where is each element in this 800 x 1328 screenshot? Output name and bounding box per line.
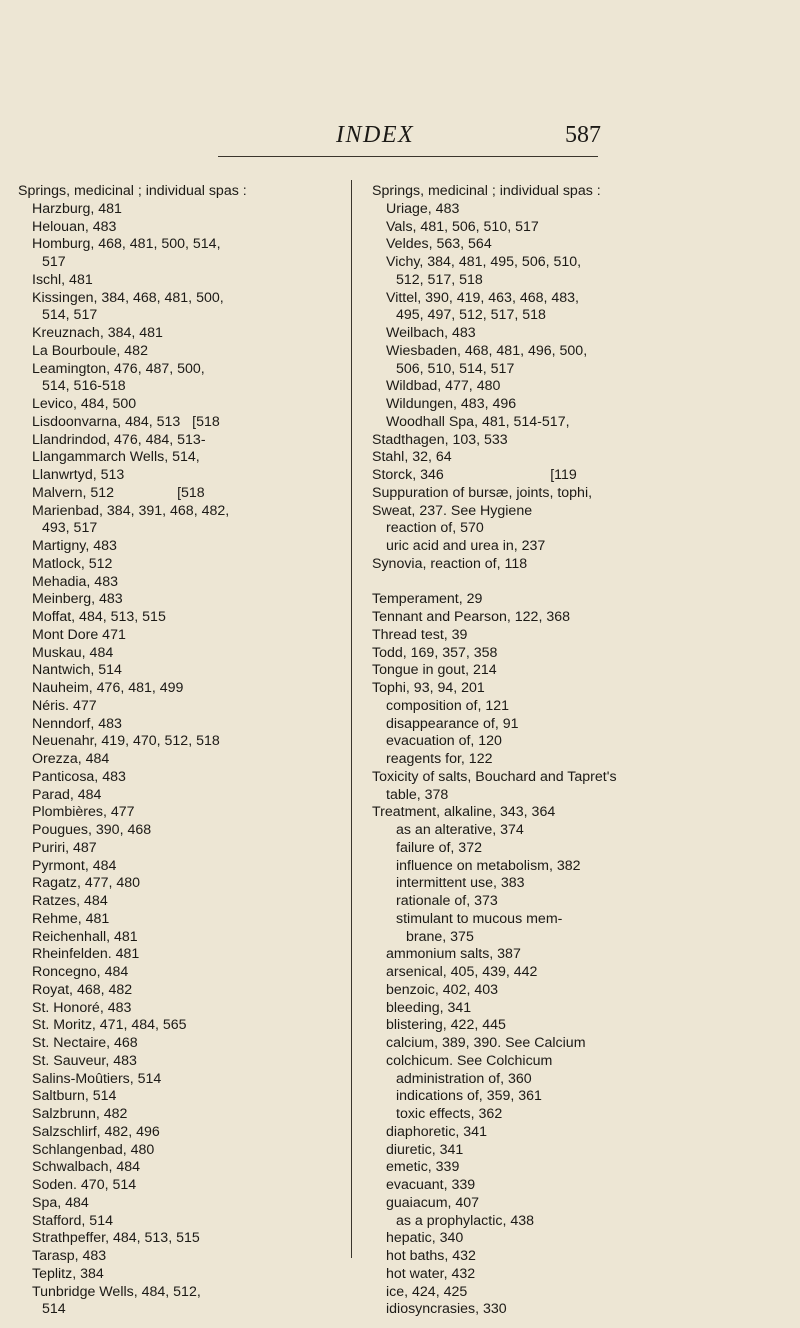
index-subentry: emetic, 339 bbox=[386, 1159, 460, 1176]
index-subentry: Salzbrunn, 482 bbox=[32, 1106, 128, 1122]
index-subentry: indications of, 359, 361 bbox=[396, 1088, 542, 1105]
index-subentry: La Bourboule, 482 bbox=[32, 342, 148, 359]
index-subentry: Reichenhall, 481 bbox=[32, 928, 138, 945]
index-subentry: Vals, 481, 506, 510, 517 bbox=[386, 218, 539, 235]
index-subentry: St. Nectaire, 468 bbox=[32, 1035, 138, 1051]
index-subentry: Vichy, 384, 481, 495, 506, 510, bbox=[386, 254, 582, 270]
index-subentry: as a prophylactic, 438 bbox=[396, 1212, 535, 1229]
index-subentry: St. Sauveur, 483 bbox=[32, 1052, 137, 1069]
index-subentry: Parad, 484 bbox=[32, 786, 102, 803]
index-entry: Treatment, alkaline, 343, 364 bbox=[372, 804, 556, 821]
page-header bbox=[0, 120, 800, 160]
index-subentry: St. Moritz, 471, 484, 565 bbox=[32, 1017, 187, 1034]
index-subentry: Matlock, 512 bbox=[32, 555, 113, 572]
header-rule bbox=[218, 156, 598, 157]
index-entry: Todd, 169, 357, 358 bbox=[372, 644, 498, 661]
index-subentry: Leamington, 476, 487, 500, bbox=[32, 360, 205, 377]
index-subentry: Veldes, 563, 564 bbox=[386, 236, 492, 253]
index-subentry: arsenical, 405, 439, 442 bbox=[386, 964, 538, 980]
index-subentry: Nantwich, 514 bbox=[32, 662, 122, 679]
index-subentry: Pyrmont, 484 bbox=[32, 857, 117, 874]
index-subentry: Ragatz, 477, 480 bbox=[32, 875, 141, 892]
index-subentry: Strathpeffer, 484, 513, 515 bbox=[32, 1230, 200, 1247]
index-subentry: toxic effects, 362 bbox=[396, 1106, 503, 1122]
index-subentry: as an alterative, 374 bbox=[396, 822, 524, 838]
index-subentry: Pougues, 390, 468 bbox=[32, 822, 152, 838]
index-entry: Springs, medicinal ; individual spas : bbox=[18, 183, 247, 199]
index-entry: Sweat, 237. See Hygiene bbox=[372, 502, 533, 519]
index-subentry: reagents for, 122 bbox=[386, 751, 493, 767]
index-subentry: Royat, 468, 482 bbox=[32, 981, 133, 998]
index-subentry: hot water, 432 bbox=[386, 1265, 476, 1282]
index-subentry: 517 bbox=[42, 254, 66, 270]
running-head-title: INDEX bbox=[336, 122, 415, 148]
index-subentry: Lisdoonvarna, 484, 513 [518 bbox=[32, 413, 220, 430]
index-subentry: Rheinfelden. 481 bbox=[32, 946, 140, 963]
index-entry: Tophi, 93, 94, 201 bbox=[372, 680, 485, 696]
index-subentry: hepatic, 340 bbox=[386, 1230, 464, 1247]
index-subentry: Llandrindod, 476, 484, 513- bbox=[32, 431, 206, 448]
index-subentry: diuretic, 341 bbox=[386, 1141, 464, 1158]
index-subentry: Néris. 477 bbox=[32, 697, 97, 714]
index-subentry: failure of, 372 bbox=[396, 839, 482, 856]
index-subentry: colchicum. See Colchicum bbox=[386, 1052, 553, 1069]
index-subentry: Plombières, 477 bbox=[32, 804, 135, 821]
index-subentry: reaction of, 570 bbox=[386, 520, 484, 537]
index-subentry: uric acid and urea in, 237 bbox=[386, 538, 546, 554]
index-subentry: benzoic, 402, 403 bbox=[386, 981, 499, 998]
index-subentry: bleeding, 341 bbox=[386, 999, 472, 1016]
index-subentry: Neuenahr, 419, 470, 512, 518 bbox=[32, 733, 220, 750]
index-entry: Storck, 346 [119 bbox=[372, 467, 577, 483]
index-subentry: Mehadia, 483 bbox=[32, 573, 118, 590]
index-subentry: Tunbridge Wells, 484, 512, bbox=[32, 1283, 201, 1300]
index-subentry: Spa, 484 bbox=[32, 1194, 89, 1211]
index-subentry: guaiacum, 407 bbox=[386, 1194, 480, 1211]
index-subentry: Wildungen, 483, 496 bbox=[386, 396, 517, 412]
index-subentry: Salins-Moûtiers, 514 bbox=[32, 1070, 162, 1087]
index-subentry: brane, 375 bbox=[406, 928, 474, 945]
index-entry: Synovia, reaction of, 118 bbox=[372, 555, 528, 572]
index-subentry: 495, 497, 512, 517, 518 bbox=[396, 307, 546, 324]
index-subentry: hot baths, 432 bbox=[386, 1248, 476, 1264]
index-subentry: Nenndorf, 483 bbox=[32, 715, 122, 732]
index-subentry: Panticosa, 483 bbox=[32, 768, 126, 785]
index-subentry: 493, 517 bbox=[42, 520, 98, 537]
index-subentry: Nauheim, 476, 481, 499 bbox=[32, 680, 184, 696]
index-subentry: Muskau, 484 bbox=[32, 644, 114, 661]
index-subentry: Mont Dore 471 bbox=[32, 626, 126, 643]
index-subentry: Schwalbach, 484 bbox=[32, 1159, 141, 1176]
index-subentry: Stafford, 514 bbox=[32, 1212, 113, 1229]
index-subentry: Rehme, 481 bbox=[32, 910, 110, 927]
index-subentry: Malvern, 512 [518 bbox=[32, 484, 205, 501]
index-subentry: Uriage, 483 bbox=[386, 200, 460, 217]
index-subentry: Kreuznach, 384, 481 bbox=[32, 325, 163, 341]
index-subentry: evacuant, 339 bbox=[386, 1177, 476, 1193]
index-subentry: 506, 510, 514, 517 bbox=[396, 360, 515, 377]
index-subentry: Helouan, 483 bbox=[32, 218, 117, 235]
index-subentry: Tarasp, 483 bbox=[32, 1248, 107, 1264]
index-subentry: Meinberg, 483 bbox=[32, 591, 123, 608]
index-subentry: Kissingen, 384, 468, 481, 500, bbox=[32, 289, 224, 306]
page-number: 587 bbox=[565, 122, 601, 148]
index-subentry: Wildbad, 477, 480 bbox=[386, 378, 501, 395]
index-subentry: Schlangenbad, 480 bbox=[32, 1141, 155, 1158]
index-subentry: 514, 516-518 bbox=[42, 378, 126, 395]
index-subentry: Roncegno, 484 bbox=[32, 964, 129, 980]
index-entry: Tennant and Pearson, 122, 368 bbox=[372, 609, 570, 625]
index-subentry: administration of, 360 bbox=[396, 1070, 532, 1087]
index-subentry: Levico, 484, 500 bbox=[32, 396, 137, 412]
index-column-right bbox=[372, 183, 672, 1319]
index-subentry: intermittent use, 383 bbox=[396, 875, 525, 892]
index-subentry: Moffat, 484, 513, 515 bbox=[32, 609, 166, 625]
index-subentry: diaphoretic, 341 bbox=[386, 1123, 487, 1140]
index-subentry: disappearance of, 91 bbox=[386, 715, 519, 732]
index-subentry: rationale of, 373 bbox=[396, 893, 498, 909]
index-subentry: Marienbad, 384, 391, 468, 482, bbox=[32, 502, 230, 519]
index-subentry: Weilbach, 483 bbox=[386, 325, 476, 341]
index-subentry: blistering, 422, 445 bbox=[386, 1017, 506, 1034]
index-subentry: 514 bbox=[42, 1301, 66, 1318]
index-subentry: Wiesbaden, 468, 481, 496, 500, bbox=[386, 342, 588, 359]
index-subentry: 512, 517, 518 bbox=[396, 271, 483, 288]
index-subentry: table, 378 bbox=[386, 786, 449, 803]
index-subentry: Ratzes, 484 bbox=[32, 893, 108, 909]
index-entry: Toxicity of salts, Bouchard and Tapret's bbox=[372, 768, 617, 785]
index-subentry: Llanwrtyd, 513 bbox=[32, 467, 125, 483]
index-column-left bbox=[18, 183, 348, 1319]
index-entry: Temperament, 29 bbox=[372, 591, 483, 608]
index-entry: Stadthagen, 103, 533 bbox=[372, 431, 508, 448]
index-subentry: Vittel, 390, 419, 463, 468, 483, bbox=[386, 289, 579, 306]
index-subentry: Harzburg, 481 bbox=[32, 200, 122, 217]
index-subentry: stimulant to mucous mem- bbox=[396, 910, 563, 927]
index-subentry: Homburg, 468, 481, 500, 514, bbox=[32, 236, 221, 253]
index-subentry: Ischl, 481 bbox=[32, 271, 93, 288]
index-entry: Suppuration of bursæ, joints, tophi, bbox=[372, 484, 593, 501]
column-divider bbox=[351, 180, 352, 1258]
index-subentry: Teplitz, 384 bbox=[32, 1265, 104, 1282]
index-subentry: Martigny, 483 bbox=[32, 538, 117, 554]
index-subentry: ice, 424, 425 bbox=[386, 1283, 468, 1300]
index-entry: Stahl, 32, 64 bbox=[372, 449, 452, 466]
index-subentry: Salzschlirf, 482, 496 bbox=[32, 1123, 160, 1140]
index-subentry: composition of, 121 bbox=[386, 697, 510, 714]
index-subentry: Llangammarch Wells, 514, bbox=[32, 449, 200, 466]
index-subentry: 514, 517 bbox=[42, 307, 98, 324]
index-entry: Tongue in gout, 214 bbox=[372, 662, 497, 679]
index-subentry: Saltburn, 514 bbox=[32, 1088, 117, 1105]
index-subentry: idiosyncrasies, 330 bbox=[386, 1301, 507, 1318]
index-entry bbox=[372, 574, 672, 592]
index-subentry: Puriri, 487 bbox=[32, 839, 97, 856]
index-subentry: influence on metabolism, 382 bbox=[396, 857, 581, 874]
index-subentry: Woodhall Spa, 481, 514-517, bbox=[386, 413, 570, 430]
index-subentry: ammonium salts, 387 bbox=[386, 946, 521, 963]
index-subentry: Orezza, 484 bbox=[32, 751, 110, 767]
index-entry: Thread test, 39 bbox=[372, 626, 468, 643]
index-entry: Springs, medicinal ; individual spas : bbox=[372, 183, 601, 199]
index-subentry: evacuation of, 120 bbox=[386, 733, 502, 750]
index-subentry: Soden. 470, 514 bbox=[32, 1177, 137, 1193]
index-subentry: St. Honoré, 483 bbox=[32, 999, 132, 1016]
index-subentry: calcium, 389, 390. See Calcium bbox=[386, 1035, 586, 1051]
